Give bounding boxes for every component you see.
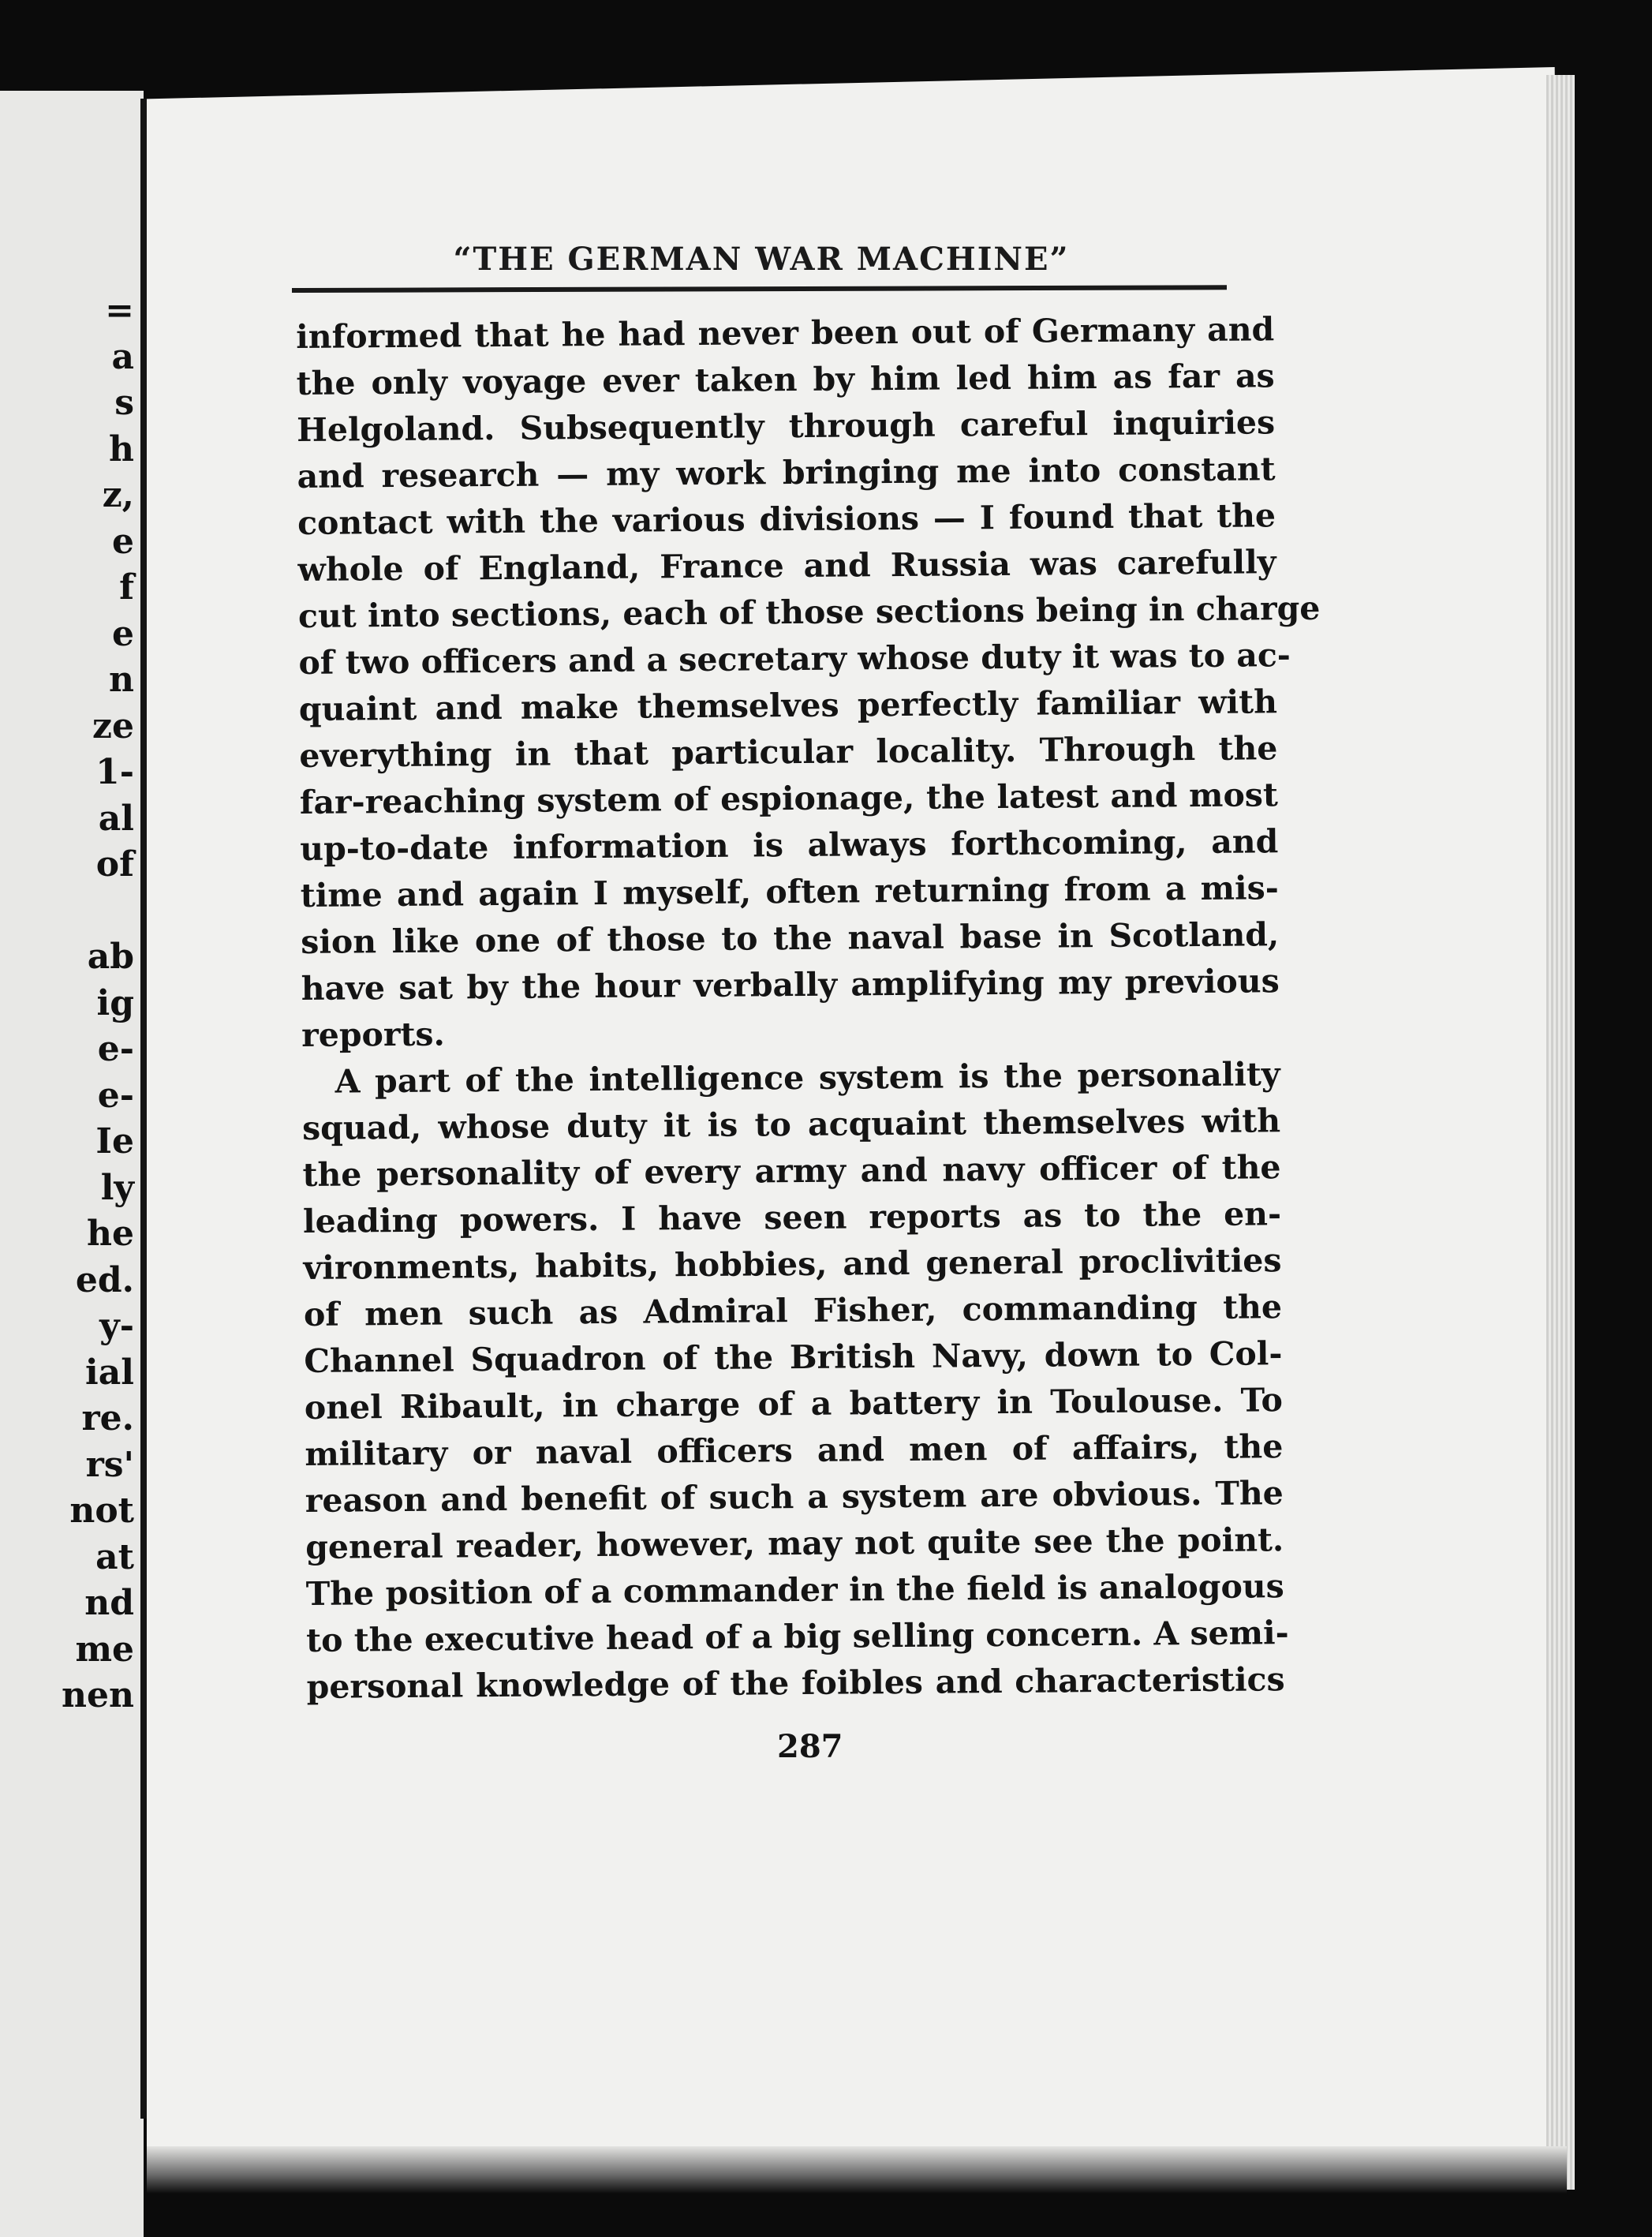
- previous-page-line: rs': [85, 1444, 134, 1485]
- previous-page-line: e: [112, 613, 134, 654]
- previous-page-line: ly: [100, 1167, 134, 1208]
- text-line: and research — my work bringing me into constant: [297, 450, 1276, 496]
- body-text: [296, 306, 1321, 1711]
- text-line: leading powers. I have seen reports as to the en-: [302, 1195, 1282, 1240]
- previous-page-line: nen: [62, 1675, 134, 1715]
- text-line: the personality of every army and navy officer of the: [302, 1148, 1281, 1194]
- text-line: The position of a commander in the field is analogous: [305, 1567, 1284, 1613]
- previous-page-line: re.: [81, 1398, 134, 1438]
- previous-page-line: y-: [99, 1306, 134, 1346]
- previous-page-line: e: [112, 521, 134, 562]
- text-line: up-to-date information is always forthcoming, and: [300, 822, 1279, 868]
- text-line: squad, whose duty it is to acquaint themselves with: [301, 1102, 1281, 1147]
- text-line: cut into sections, each of those sections being in charge: [297, 589, 1321, 635]
- previous-page-line: [62, 888, 134, 935]
- previous-page-line: z,: [102, 475, 134, 515]
- text-line: whole of England, France and Russia was carefully: [297, 543, 1276, 589]
- previous-page-line: ial: [85, 1352, 134, 1393]
- previous-page-line: ed.: [75, 1259, 134, 1300]
- previous-page-line: nd: [84, 1583, 134, 1623]
- previous-page-line: a: [111, 336, 134, 377]
- text-line: reason and benefit of such a system are obvious. The: [305, 1474, 1284, 1520]
- previous-page-line: ig: [96, 982, 134, 1023]
- text-line: quaint and make themselves perfectly familiar with: [298, 683, 1278, 728]
- previous-page: [0, 91, 144, 2237]
- previous-page-line: al: [98, 798, 134, 839]
- previous-page-line: of: [95, 844, 134, 885]
- previous-page-line: =: [105, 290, 134, 331]
- previous-page-line: he: [87, 1214, 134, 1254]
- previous-page-line: s: [114, 383, 134, 423]
- previous-page-line: 1-: [95, 752, 134, 792]
- previous-page-line: n: [109, 660, 134, 700]
- text-line: informed that he had never been out of Germany and: [296, 310, 1275, 356]
- previous-page-line: ab: [87, 937, 134, 977]
- text-line: of two officers and a secretary whose duty it was to ac-: [298, 636, 1291, 682]
- previous-page-line: e-: [97, 1029, 134, 1069]
- text-line: sion like one of those to the naval base in Scotland,: [301, 915, 1280, 961]
- previous-page-text: [62, 288, 134, 1719]
- text-line: have sat by the hour verbally amplifying my previous: [301, 962, 1280, 1008]
- previous-page-line: Ie: [95, 1121, 134, 1162]
- text-line: Helgoland. Subsequently through careful inquiries: [296, 403, 1276, 449]
- page-number: 287: [777, 1728, 843, 1765]
- text-line: time and again I myself, often returning from a mis-: [300, 869, 1279, 915]
- text-line: military or naval officers and men of affairs, the: [305, 1427, 1284, 1473]
- text-line: A part of the intelligence system is the personality: [335, 1055, 1280, 1101]
- text-line: onel Ribault, in charge of a battery in Toulouse. To: [304, 1381, 1284, 1427]
- previous-page-line: e-: [97, 1075, 134, 1116]
- previous-page-line: me: [75, 1629, 134, 1670]
- text-line: far-reaching system of espionage, the latest and most: [299, 776, 1279, 821]
- page-edges: [1546, 75, 1575, 2190]
- previous-page-line: at: [95, 1536, 134, 1577]
- previous-page-line: not: [69, 1491, 134, 1531]
- book-gutter: [140, 99, 148, 2119]
- text-line: contact with the various divisions — I found that the: [297, 496, 1276, 542]
- text-line: everything in that particular locality. Through the: [299, 729, 1278, 775]
- text-line: the only voyage ever taken by him led him as far as: [296, 357, 1275, 402]
- previous-page-line: ze: [92, 705, 134, 746]
- page-bottom-shadow: [147, 2146, 1567, 2194]
- previous-page-line: h: [109, 428, 134, 469]
- text-line: to the executive head of a big selling concern. A semi-: [306, 1614, 1289, 1659]
- text-line: Channel Squadron of the British Navy, down to Col-: [304, 1334, 1283, 1380]
- text-line: reports.: [301, 1015, 445, 1054]
- text-line: of men such as Admiral Fisher, commanding the: [303, 1288, 1283, 1334]
- running-head: “THE GERMAN WAR MACHINE”: [453, 241, 1070, 278]
- text-line: general reader, however, may not quite see the point.: [305, 1521, 1284, 1566]
- text-line: vironments, habits, hobbies, and general proclivities: [303, 1241, 1282, 1287]
- previous-page-line: f: [119, 567, 134, 608]
- text-line: personal knowledge of the foibles and characteristics: [306, 1660, 1285, 1706]
